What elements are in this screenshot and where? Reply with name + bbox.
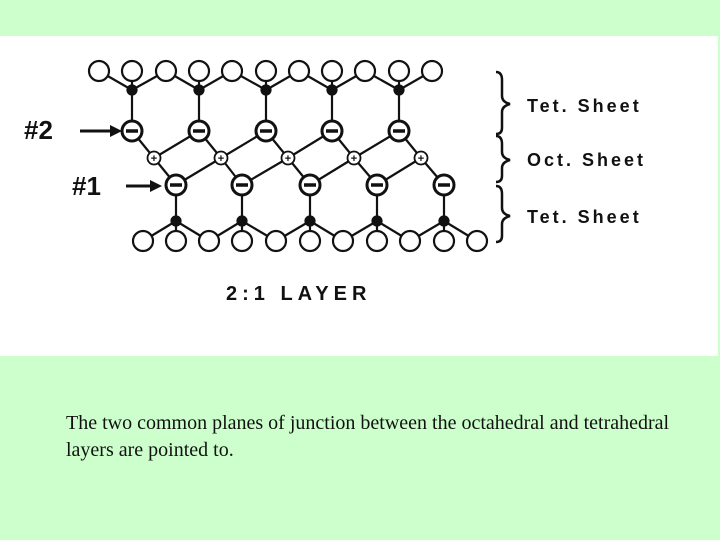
oxygen-atom [232,231,252,251]
oxygen-atom [266,231,286,251]
tetrahedral-cation [395,86,404,95]
cation-symbol: + [417,153,425,165]
tetrahedral-cation [238,217,247,226]
tetrahedral-cation [373,217,382,226]
diagram-title: 2:1 LAYER [226,283,372,305]
oxygen-atom [467,231,487,251]
caption-text: The two common planes of junction between the octahedral and tetrahedral layers are pointed to. [66,412,670,461]
plane-2-label: #2 [24,115,53,145]
oxygen-atom [166,231,186,251]
middle-sheet-brace [496,136,510,182]
diagram-panel [0,36,718,356]
plane-1-label: #1 [72,171,101,201]
oxygen-atom [367,231,387,251]
oxygen-atom [199,231,219,251]
plane-1-arrow-head [150,180,162,192]
tetrahedral-cation [440,217,449,226]
oxygen-atom [256,61,276,81]
cation-symbol: + [350,153,358,165]
layer-structure-diagram [0,36,718,356]
oxygen-atom [289,61,309,81]
top-sheet-brace [496,72,510,134]
oxygen-atom [189,61,209,81]
oxygen-atom [222,61,242,81]
oxygen-atom [400,231,420,251]
oxygen-atom [422,61,442,81]
oxygen-atom [300,231,320,251]
top-sheet-label: Tet. Sheet [527,96,642,116]
cation-symbol: + [217,153,225,165]
tetrahedral-cation [172,217,181,226]
oxygen-atom [133,231,153,251]
tetrahedral-cation [328,86,337,95]
plane-2-arrow-head [110,125,122,137]
oxygen-atom [322,61,342,81]
cation-symbol: + [150,153,158,165]
tetrahedral-cation [262,86,271,95]
tetrahedral-cation [128,86,137,95]
bottom-sheet-brace [496,186,510,242]
oxygen-atom [122,61,142,81]
oxygen-atom [89,61,109,81]
oxygen-atom [389,61,409,81]
tetrahedral-cation [306,217,315,226]
oxygen-atom [156,61,176,81]
middle-sheet-label: Oct. Sheet [527,150,647,170]
oxygen-atom [434,231,454,251]
oxygen-atom [333,231,353,251]
bottom-sheet-label: Tet. Sheet [527,207,642,227]
cation-symbol: + [284,153,292,165]
tetrahedral-cation [195,86,204,95]
oxygen-atom [355,61,375,81]
